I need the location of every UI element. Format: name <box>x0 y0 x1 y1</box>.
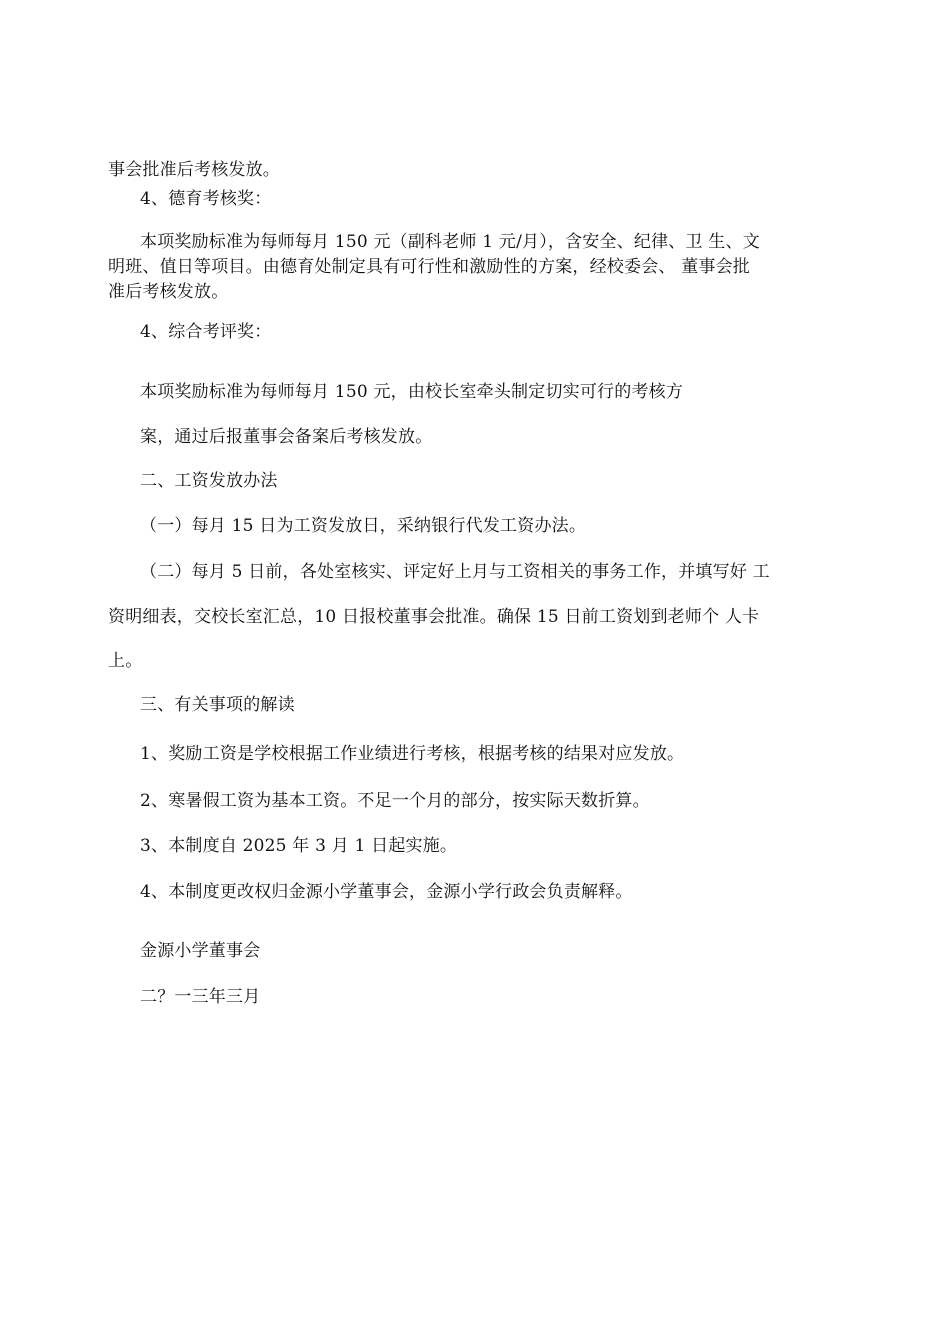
list-item: 2、寒暑假工资为基本工资。不足一个月的部分，按实际天数折算。 <box>140 791 650 811</box>
text-line: 本项奖励标准为每师每月 150 元（副科老师 1 元/月），含安全、纪律、卫 生、文 <box>140 232 760 252</box>
list-item: 1、奖励工资是学校根据工作业绩进行考核，根据考核的结果对应发放。 <box>140 744 685 764</box>
text-line: （二）每月 5 日前，各处室核实、评定好上月与工资相关的事务工作，并填写好 工 <box>140 562 770 582</box>
text-line-continuation: 事会批准后考核发放。 <box>108 160 280 180</box>
signature-date: 二？一三年三月 <box>140 987 261 1007</box>
text-line: 明班、值日等项目。由德育处制定具有可行性和激励性的方案，经校委会、 董事会批 <box>108 257 751 277</box>
text-line: 本项奖励标准为每师每月 150 元，由校长室牵头制定切实可行的考核方 <box>140 382 684 402</box>
section-heading-salary-payment: 二、工资发放办法 <box>140 471 278 491</box>
text-line: 资明细表，交校长室汇总，10 日报校董事会批准。确保 15 日前工资划到老师个 人卡 <box>108 607 760 627</box>
text-line: （一）每月 15 日为工资发放日，采纳银行代发工资办法。 <box>140 516 587 536</box>
signature-organization: 金源小学董事会 <box>140 941 261 961</box>
list-item: 3、本制度自 2025 年 3 月 1 日起实施。 <box>140 836 458 856</box>
heading-moral-education-award: 4、德育考核奖： <box>140 189 272 209</box>
text-line: 上。 <box>108 651 143 671</box>
list-item: 4、本制度更改权归金源小学董事会，金源小学行政会负责解释。 <box>140 882 633 902</box>
text-line: 准后考核发放。 <box>108 282 229 302</box>
section-heading-interpretation: 三、有关事项的解读 <box>140 695 295 715</box>
text-line: 案，通过后报董事会备案后考核发放。 <box>140 427 433 447</box>
heading-comprehensive-award: 4、综合考评奖： <box>140 322 272 342</box>
